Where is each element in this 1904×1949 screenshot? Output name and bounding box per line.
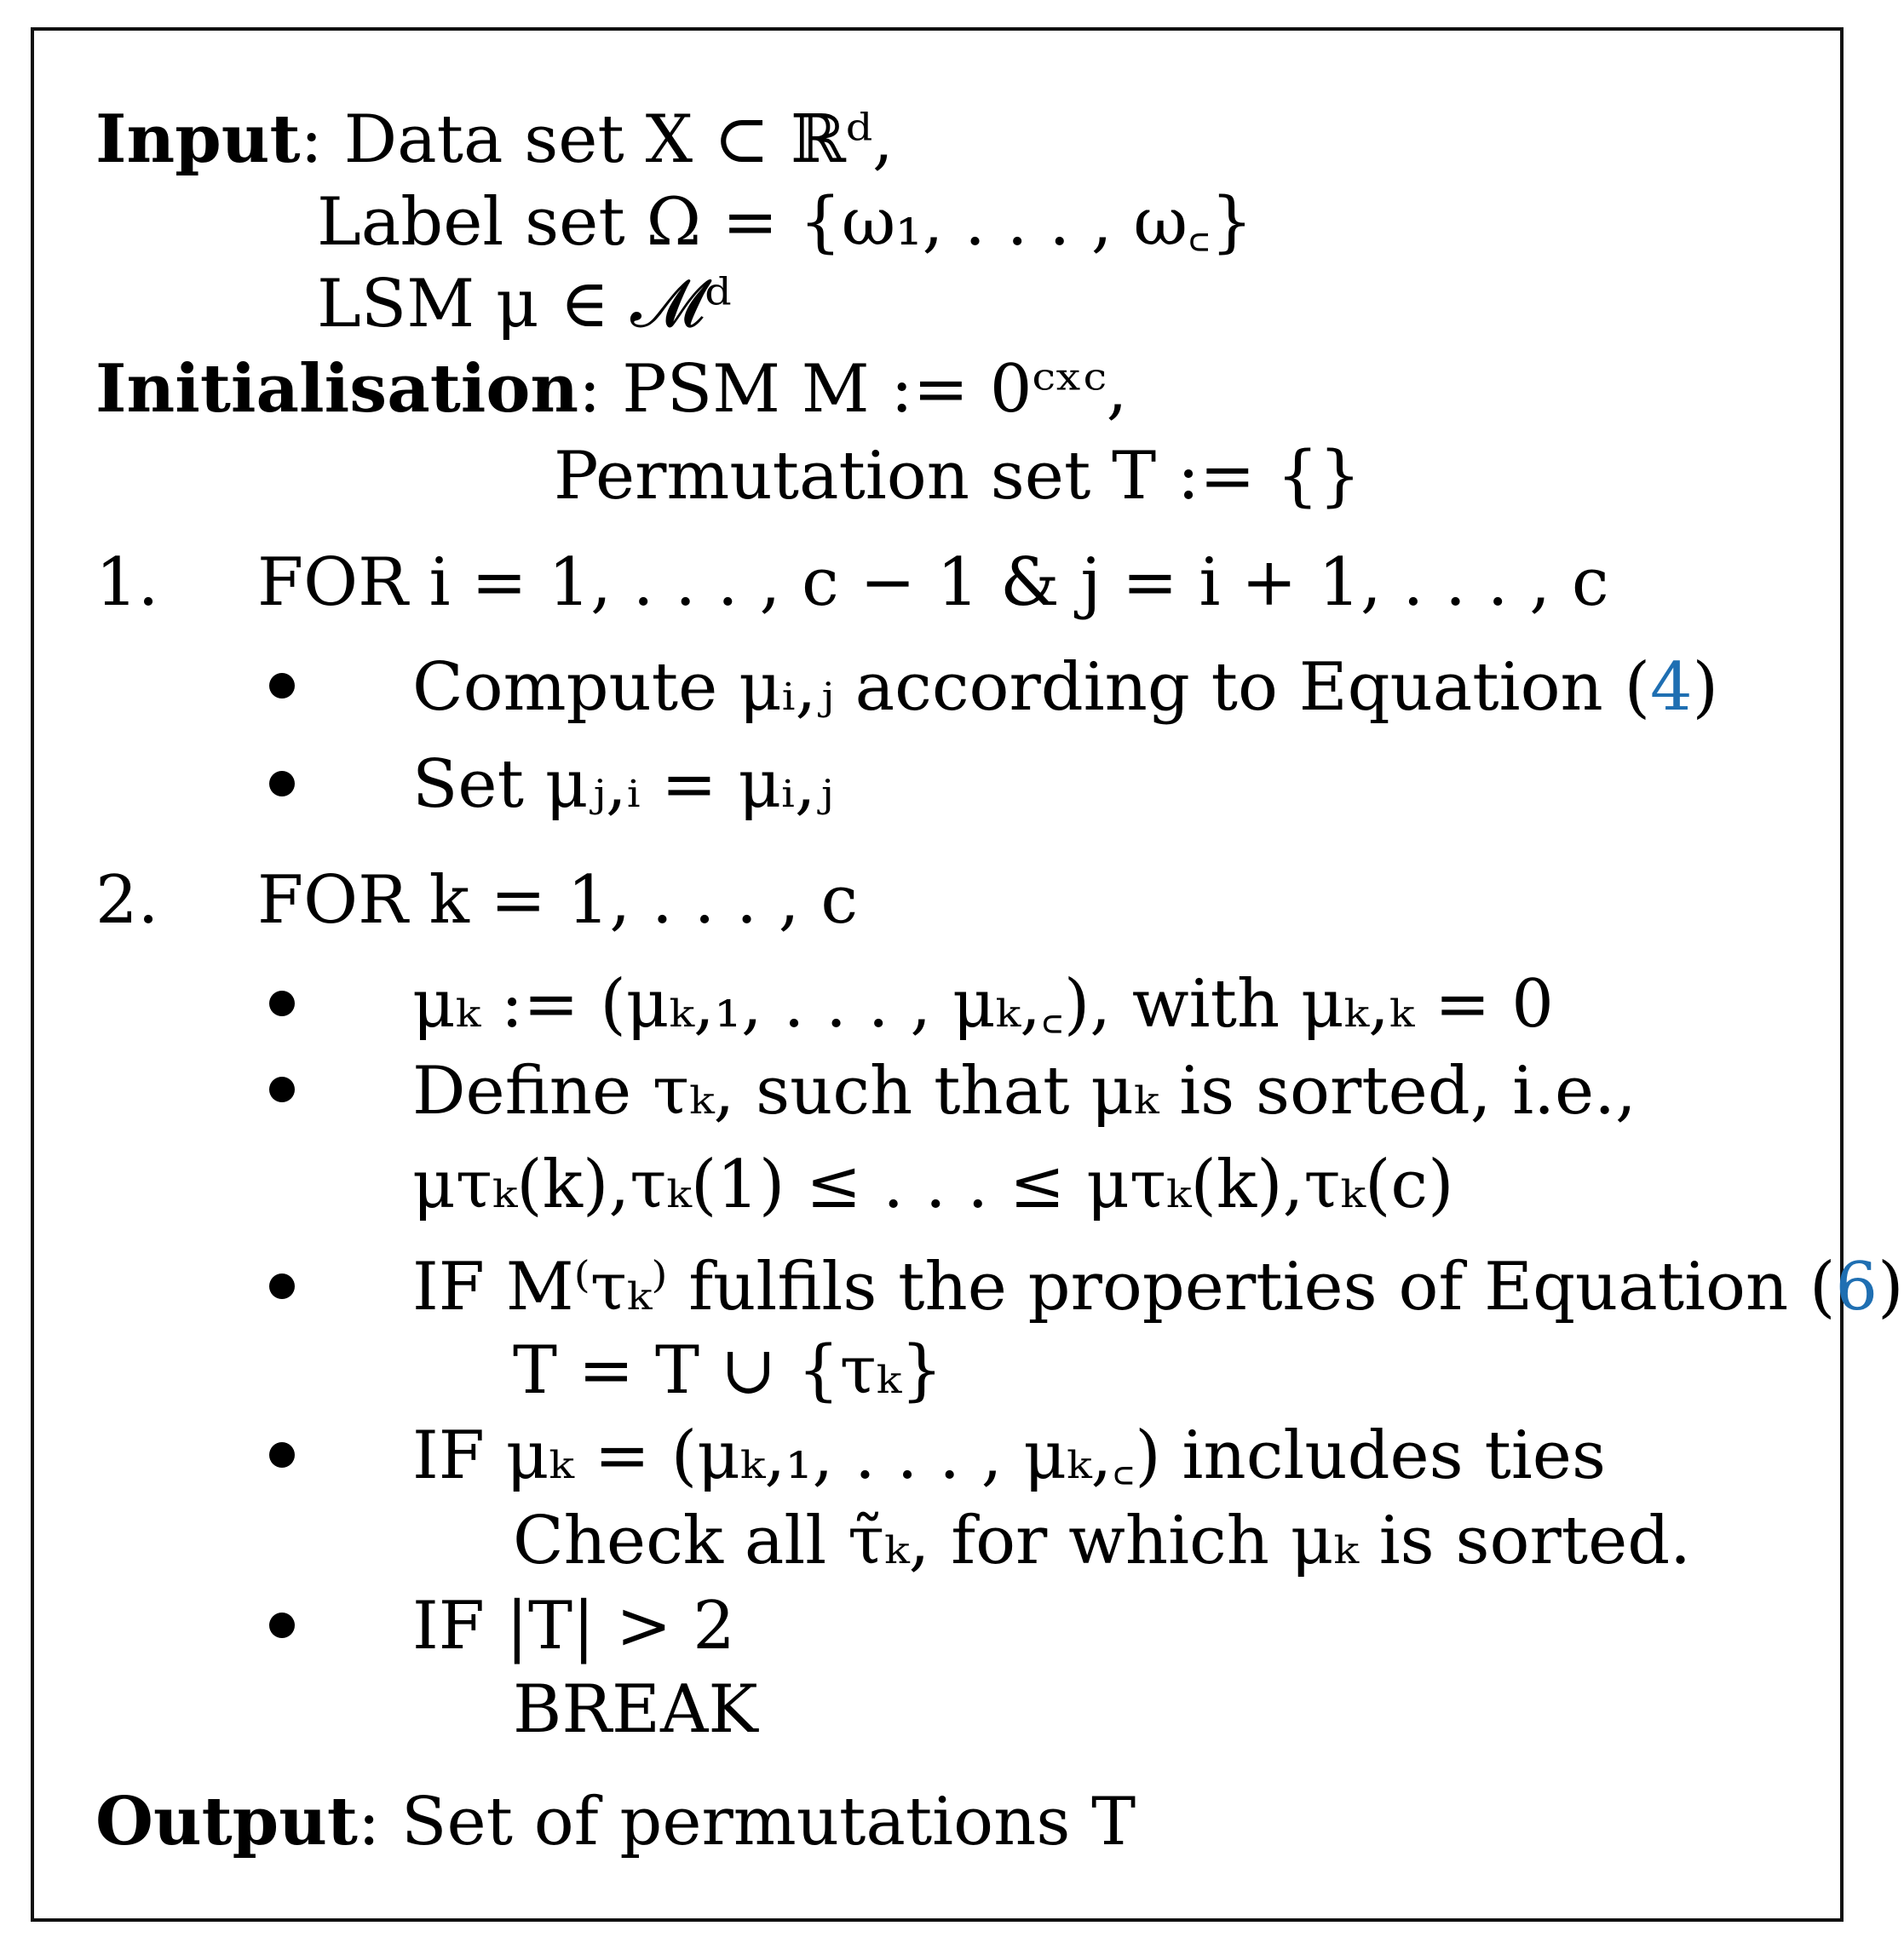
step2-sorted-condition: μτₖ(k),τₖ(1) ≤ . . . ≤ μτₖ(k),τₖ(c): [412, 1147, 1454, 1223]
step1-number: 1.: [95, 544, 159, 621]
step2-if-properties: [412, 1249, 1904, 1325]
bullet-icon: [269, 1273, 295, 1299]
bullet-icon: [269, 771, 295, 796]
input-label: Input: [95, 101, 301, 178]
bullet-icon: [269, 673, 295, 699]
output-label: Output: [95, 1783, 358, 1860]
init-label: Initialisation: [95, 350, 579, 428]
bullet-icon: [269, 1442, 295, 1468]
equation-4-link[interactable]: 4: [1650, 649, 1693, 726]
input-line-2: Label set Ω = {ω₁, . . . , ω꜀}: [317, 184, 1253, 261]
step2-check-all: Check all τ̃ₖ, for which μₖ is sorted.: [513, 1503, 1691, 1579]
init-line-2: Permutation set T := {}: [554, 438, 1361, 515]
step2-define-tau: Define τₖ, such that μₖ is sorted, i.e.,: [412, 1053, 1637, 1130]
step2-if-properties-close: ): [1878, 1249, 1904, 1325]
input-data-set: Data set X ⊂ ℝᵈ,: [343, 101, 894, 178]
equation-6-link[interactable]: 6: [1835, 1249, 1878, 1325]
input-line-1: Input: Data set X ⊂ ℝᵈ,: [95, 101, 894, 178]
input-line-3: LSM μ ∈ 𝓜ᵈ: [317, 266, 732, 342]
step1-compute: [412, 649, 1719, 726]
output-text: Set of permutations T: [401, 1784, 1136, 1860]
step1-compute-text: Compute μᵢ,ⱼ according to Equation (: [412, 649, 1651, 726]
step2-for-loop: FOR k = 1, . . . , c: [257, 862, 859, 939]
step2-if-properties-text: IF M⁽τₖ⁾ fulfils the properties of Equation (: [412, 1249, 1836, 1325]
step2-number: 2.: [95, 862, 159, 939]
step2-ties: IF μₖ = (μₖ,₁, . . . , μₖ,꜀) includes ties: [412, 1417, 1606, 1494]
output-line: Output: Set of permutations T: [95, 1783, 1136, 1860]
step1-compute-close: ): [1692, 649, 1719, 726]
bullet-icon: [269, 1077, 295, 1102]
step1-set: Set μⱼ,ᵢ = μᵢ,ⱼ: [412, 746, 834, 823]
bullet-icon: [269, 1613, 295, 1638]
step2-break: BREAK: [513, 1671, 758, 1748]
init-psm: PSM M := 0ᶜˣᶜ,: [622, 351, 1128, 428]
bullet-icon: [269, 991, 295, 1016]
init-line-1: Initialisation: PSM M := 0ᶜˣᶜ,: [95, 350, 1128, 428]
step2-mu-k: μₖ := (μₖ,₁, . . . , μₖ,꜀), with μₖ,ₖ = 0: [412, 966, 1554, 1043]
step2-if-size: IF |T| > 2: [412, 1588, 735, 1664]
step2-union: T = T ∪ {τₖ}: [513, 1332, 943, 1409]
step1-for-loop: FOR i = 1, . . . , c − 1 & j = i + 1, . . . , c: [257, 544, 1609, 621]
